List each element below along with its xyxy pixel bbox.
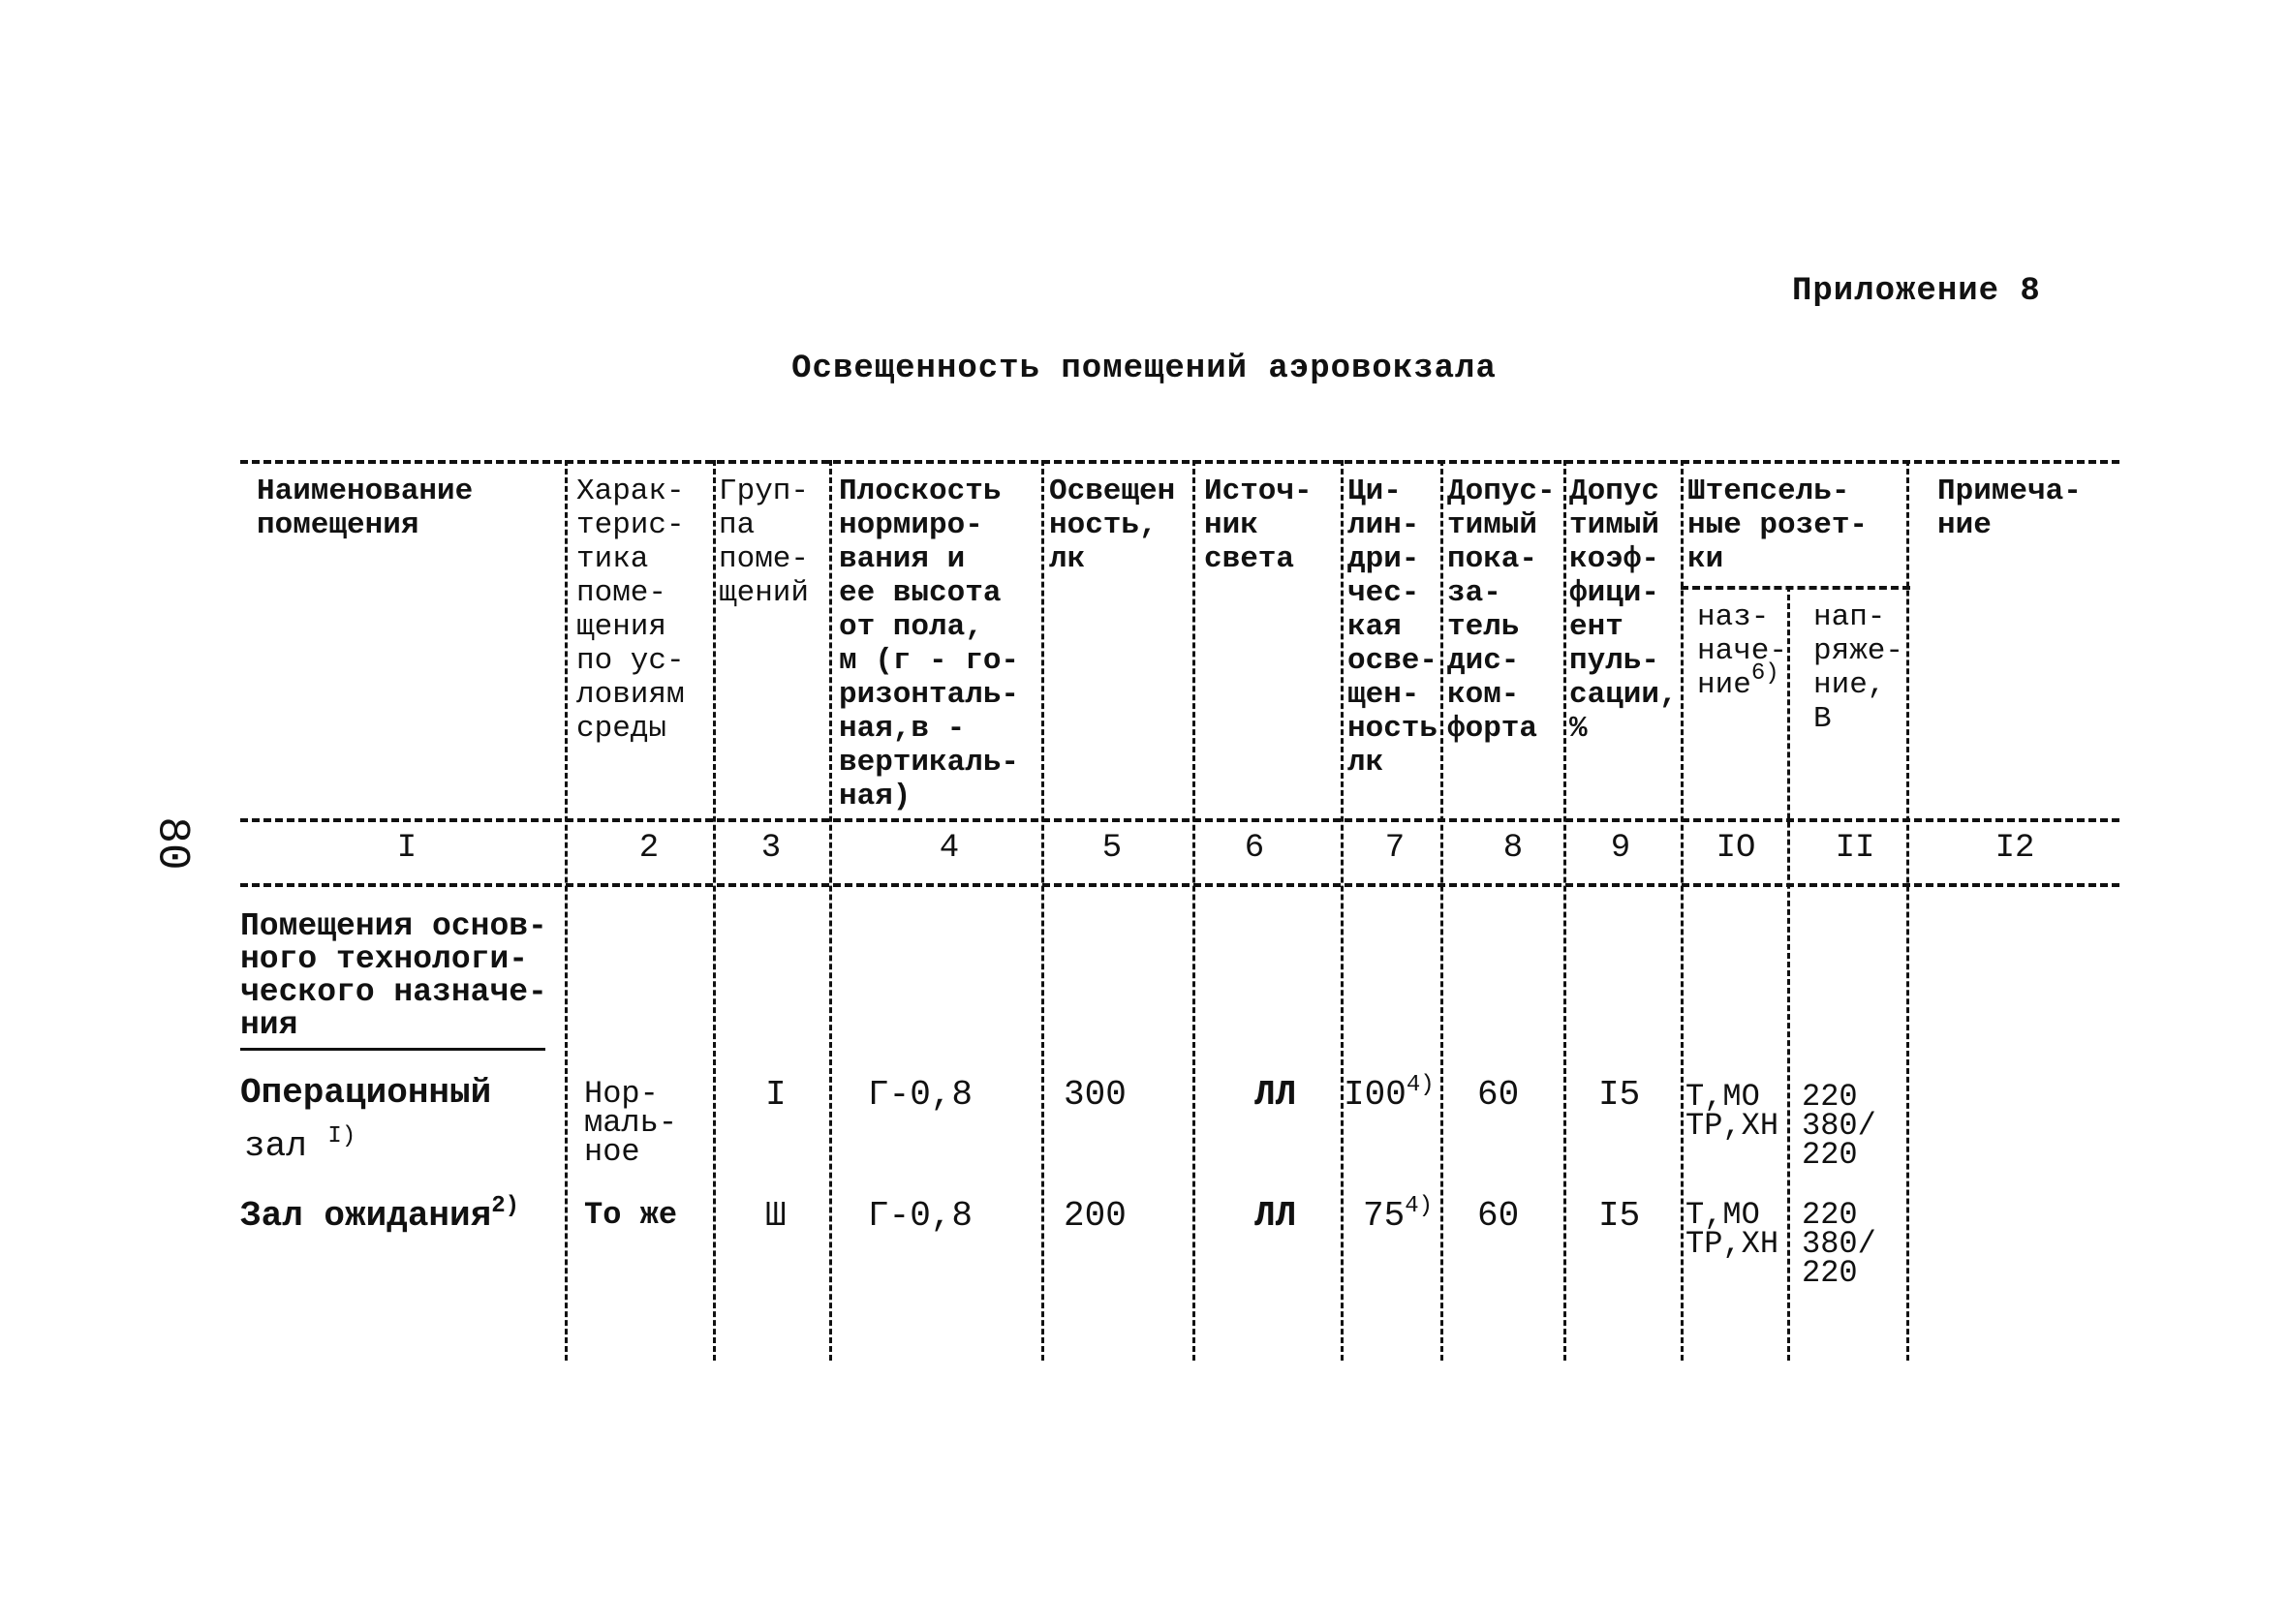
colnum-2: 2 [638, 830, 660, 867]
row-2-light-source: ЛЛ [1254, 1196, 1297, 1236]
row-2-pulsation: I5 [1598, 1196, 1641, 1236]
row-1-cylindrical [1344, 1072, 1435, 1118]
row-1-pulsation: I5 [1598, 1075, 1641, 1115]
row-2-name [240, 1193, 520, 1239]
row-2-cylindrical-note: 4) [1405, 1193, 1434, 1219]
colnum-12: I2 [1994, 830, 2035, 867]
header-sockets: Штепсель- ные розет- ки [1687, 475, 1869, 576]
row-2-environment: То же [584, 1197, 678, 1233]
colnum-4: 4 [939, 830, 960, 867]
colnum-7: 7 [1384, 830, 1406, 867]
row-1-environment: Нор- маль- ное [584, 1076, 678, 1170]
row-1-name-line2: зал [244, 1126, 307, 1166]
section-heading-underline [240, 1048, 545, 1051]
header-remarks: Примеча- ние [1937, 475, 2082, 542]
header-light-source: Источ- ник света [1204, 475, 1313, 576]
col-sep-8 [1563, 460, 1566, 1361]
header-socket-voltage: нап- ряже- ние, В [1813, 600, 1904, 736]
table-top-rule [240, 460, 2119, 464]
colnum-1: I [396, 830, 417, 867]
header-plane: Плоскость нормиро- вания и ее высота от пола, м (г - го- ризонталь- ная,в - вертикаль- ная) [839, 475, 1020, 813]
appendix-label: Приложение 8 [1792, 273, 2041, 310]
numbers-bottom-rule [240, 883, 2119, 887]
row-1-name-line1: Операционный [240, 1073, 492, 1113]
col-sep-9 [1681, 460, 1684, 1361]
row-1-name-note: I) [327, 1123, 356, 1149]
page-title: Освещенность помещений аэровокзала [791, 351, 1497, 387]
header-group: Груп- па поме- щений [719, 475, 810, 610]
col-sep-7 [1440, 460, 1443, 1361]
header-discomfort: Допус- тимый пока- за- тель дис- ком- форта [1447, 475, 1556, 746]
row-2-discomfort: 60 [1477, 1196, 1520, 1236]
page-number: 80 [146, 816, 198, 871]
row-1-plane: Г-0,8 [868, 1075, 974, 1115]
row-2-name-line1: Зал ожидания [240, 1196, 492, 1236]
row-1-cylindrical-value: I00 [1344, 1075, 1407, 1115]
header-socket-purpose-text: наз- наче- ние [1697, 600, 1788, 702]
header-illuminance: Освещен ность, лк [1049, 475, 1176, 576]
col-sep-3 [829, 460, 832, 1361]
header-environment: Харак- терис- тика поме- щения по ус- ловиям среды [576, 475, 685, 746]
col-sep-10 [1787, 586, 1790, 1361]
colnum-10: IO [1716, 830, 1756, 867]
row-2-plane: Г-0,8 [868, 1196, 974, 1236]
row-2-name-note: 2) [491, 1193, 520, 1219]
row-2-illuminance: 200 [1064, 1196, 1127, 1236]
row-1-group: I [765, 1075, 787, 1115]
row-1-cylindrical-note: 4) [1406, 1072, 1435, 1098]
header-room-name: Наименование помещения [257, 475, 474, 542]
row-2-cylindrical-value: 75 [1363, 1196, 1406, 1236]
row-2-group: Ш [765, 1196, 787, 1236]
row-2-cylindrical [1363, 1193, 1434, 1239]
row-1-illuminance: 300 [1064, 1075, 1127, 1115]
col-sep-4 [1041, 460, 1044, 1361]
col-sep-11 [1906, 460, 1909, 1361]
row-1-socket-purpose: Т,МО ТР,ХН [1685, 1079, 1779, 1144]
header-socket-purpose [1697, 600, 1787, 704]
row-1-name-2 [244, 1123, 356, 1169]
row-1-discomfort: 60 [1477, 1075, 1520, 1115]
colnum-9: 9 [1610, 830, 1631, 867]
row-1-light-source: ЛЛ [1254, 1075, 1297, 1115]
header-socket-purpose-note: 6) [1750, 660, 1779, 687]
colnum-8: 8 [1502, 830, 1524, 867]
row-2-socket-voltage: 220 380/ 220 [1802, 1197, 1876, 1291]
header-bottom-rule [240, 818, 2119, 822]
col-sep-2 [713, 460, 716, 1361]
colnum-3: 3 [760, 830, 782, 867]
section-heading: Помещения основ- ного технологи- ческого назначе- ния [240, 908, 547, 1043]
row-1-name [240, 1075, 491, 1112]
colnum-5: 5 [1101, 830, 1123, 867]
header-pulsation: Допус тимый коэф- фици- ент пуль- сации, % [1569, 475, 1678, 746]
col-sep-6 [1341, 460, 1344, 1361]
row-2-socket-purpose: Т,МО ТР,ХН [1685, 1197, 1779, 1262]
header-cylindrical: Ци- лин- дри- чес- кая осве- щен- ность лк [1347, 475, 1438, 780]
colnum-11: II [1835, 830, 1875, 867]
colnum-6: 6 [1244, 830, 1265, 867]
sockets-subheader-rule [1681, 586, 1910, 590]
col-sep-1 [565, 460, 568, 1361]
row-1-socket-voltage: 220 380/ 220 [1802, 1079, 1876, 1173]
col-sep-5 [1192, 460, 1195, 1361]
